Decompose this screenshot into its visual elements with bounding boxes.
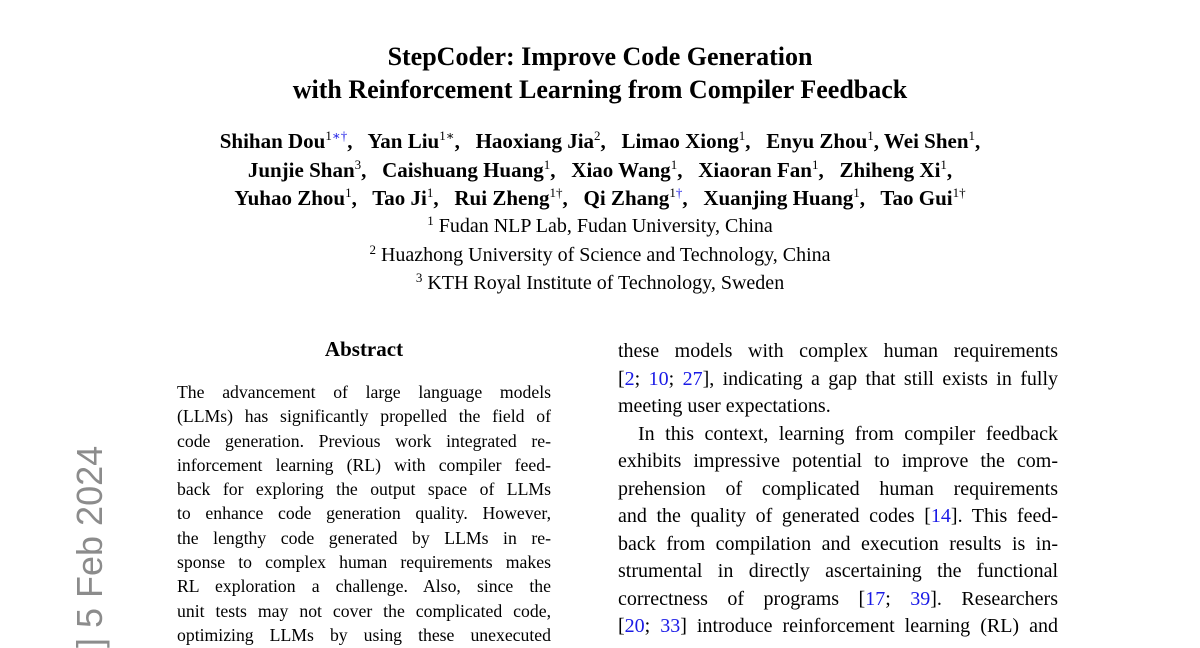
author: Limao Xiong$^1$	[621, 128, 746, 153]
author-line-1: Shihan Dou$^{1∗\dagger}$, Yan Liu$^{1∗}$, Haoxiang Jia$^2$, Limao Xiong$^1$, Enyu Zhou$^1$, Wei Shen$^1$,	[219, 128, 981, 153]
author: Junjie Shan$^3$	[247, 156, 362, 182]
citation-link[interactable]: 33	[660, 615, 681, 637]
paper-title	[0, 40, 1200, 106]
arxiv-side-stamp: ] 5 Feb 2024	[69, 445, 110, 648]
abstract-line: inforcement learning (RL) with compiler feed-	[177, 454, 551, 475]
abstract-line: code generation. Previous work integrated re-	[177, 430, 551, 451]
author: Yuhao Zhou$^1$	[234, 185, 352, 210]
body-line: strumental in directly ascertaining the functional	[618, 560, 1058, 582]
body-line: back from compilation and execution results is in-	[618, 532, 1058, 555]
author-line-2: Junjie Shan$^3$, Caishuang Huang$^1$, Xiao Wang$^1$, Xiaoran Fan$^1$, Zhiheng Xi$^1$,	[247, 156, 953, 182]
body-line: these models with complex human requirements	[618, 340, 1058, 362]
author: Caishuang Huang$^1$	[382, 156, 551, 182]
author: Tao Ji$^1$	[372, 185, 434, 210]
citation-link[interactable]: 27	[682, 367, 703, 390]
abstract-line: back for exploring the output space of LLMs	[177, 479, 551, 500]
affiliations	[0, 212, 1200, 298]
author: Haoxiang Jia$^2$	[475, 128, 601, 153]
author: Rui Zheng$^{1\dagger}$	[454, 185, 563, 210]
body-line: [20; 33] introduce reinforcement learning (RL) and	[618, 615, 1058, 637]
citation-link[interactable]: 2	[624, 367, 635, 390]
affiliation: $^1$ Fudan NLP Lab, Fudan University, China	[427, 213, 773, 237]
abstract-line: sponse to complex human requirements makes	[177, 552, 551, 573]
author-line-3: Yuhao Zhou$^1$, Tao Ji$^1$, Rui Zheng$^{1\dagger}$, Qi Zhang$^{1\dagger}$, Xuanjing Huang$^1$, Tao Gui$^{1\dagger}$	[234, 185, 966, 210]
author: Qi Zhang$^{1\dagger}$	[583, 185, 683, 210]
abstract-line: unit tests may not cover the complicated code,	[177, 600, 551, 621]
author: Shihan Dou$^{1∗\dagger}$	[219, 128, 348, 153]
abstract-line: optimizing LLMs by using these unexecuted	[177, 624, 551, 645]
author: Yan Liu$^{1∗}$	[367, 128, 455, 153]
author: Xiaoran Fan$^1$	[698, 156, 819, 182]
abstract-line: The advancement of large language models	[177, 382, 551, 402]
abstract-line: (LLMs) has significantly propelled the field of	[177, 406, 551, 427]
affiliation: $^3$ KTH Royal Institute of Technology, Sweden	[415, 270, 785, 294]
citation-link[interactable]: 14	[930, 505, 951, 527]
body-line: In this context, learning from compiler feedback	[638, 422, 1058, 445]
citation-link[interactable]: 39	[910, 587, 931, 610]
abstract-body	[177, 380, 551, 647]
title-line-2: with Reinforcement Learning from Compiler Feedback	[292, 75, 908, 104]
author: Zhiheng Xi$^1$	[839, 156, 947, 182]
citation-link[interactable]: 20	[624, 615, 645, 637]
citation-link[interactable]: 10	[648, 367, 669, 390]
intro-column	[618, 338, 1058, 641]
author: Enyu Zhou$^1$	[766, 128, 874, 153]
author: Xuanjing Huang$^1$	[703, 185, 860, 210]
abstract-line: RL exploration a challenge. Also, since the	[177, 576, 551, 597]
abstract-line: the lengthy code generated by LLMs in re-	[177, 527, 551, 548]
body-line: prehension of complicated human requirements	[618, 477, 1058, 500]
body-line: and the quality of generated codes [14]. This feed-	[618, 505, 1058, 527]
citation-link[interactable]: 17	[865, 587, 886, 610]
abstract-heading: Abstract	[324, 337, 404, 361]
author: Wei Shen$^1$	[883, 128, 976, 153]
body-line: exhibits impressive potential to improve the com-	[618, 450, 1058, 472]
body-line: [2; 10; 27], indicating a gap that still exists in fully	[618, 367, 1058, 390]
author-list	[0, 127, 1200, 213]
author: Xiao Wang$^1$	[571, 156, 678, 182]
title-line-1: StepCoder: Improve Code Generation	[387, 42, 813, 71]
body-line: meeting user expectations.	[618, 395, 831, 417]
affiliation: $^2$ Huazhong University of Science and Technology, China	[369, 241, 831, 266]
author: Tao Gui$^{1\dagger}$	[880, 185, 966, 210]
abstract-line: to enhance code generation quality. However,	[177, 503, 551, 524]
body-line: correctness of programs [17; 39]. Researchers	[618, 587, 1058, 610]
